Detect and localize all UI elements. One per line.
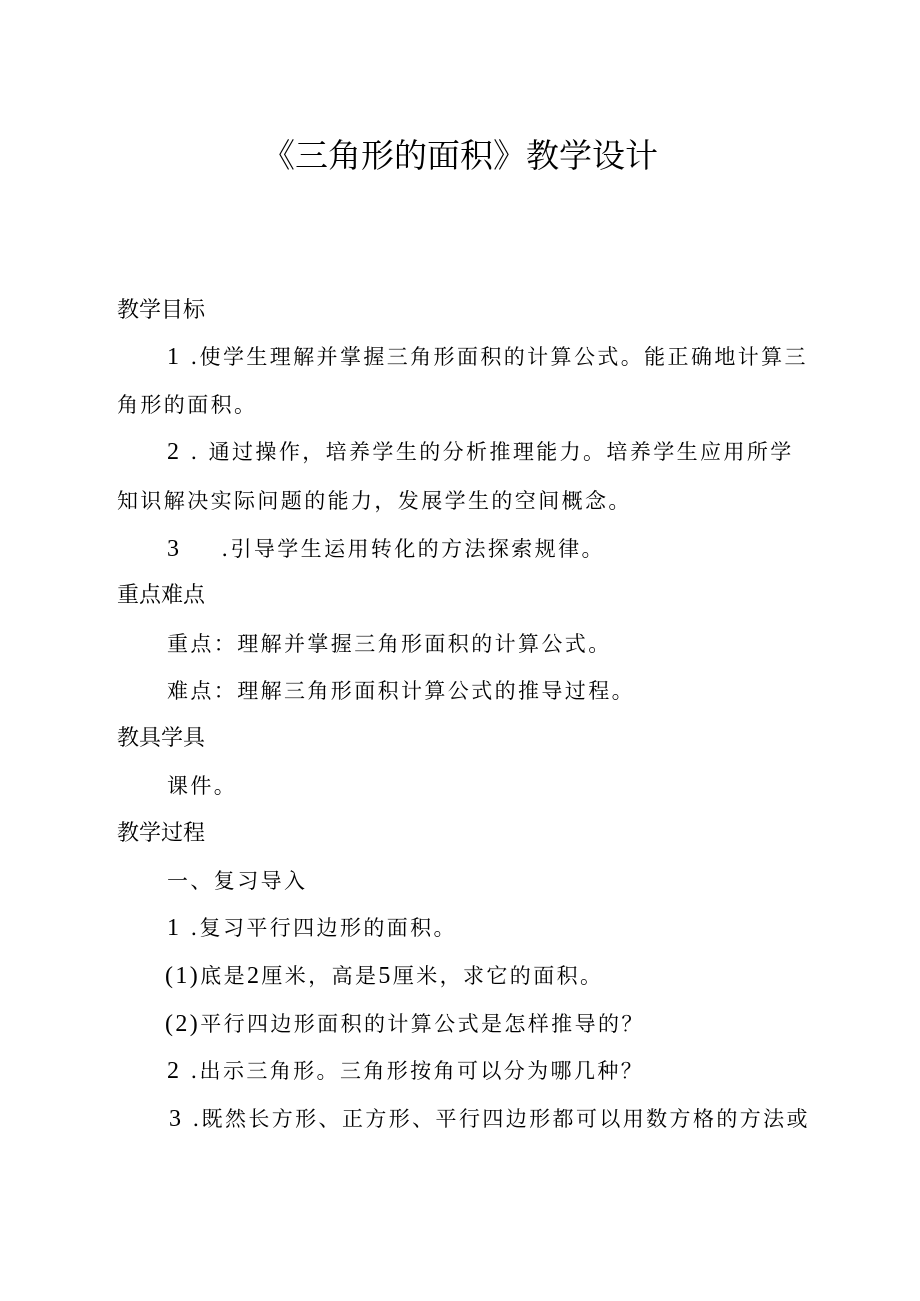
process-step-1 bbox=[167, 913, 457, 943]
objectives-heading: 教学目标 bbox=[117, 298, 206, 323]
document-title: 《三角形的面积》教学设计 bbox=[262, 136, 658, 175]
objective-2-continuation: 知识解决实际问题的能力，发展学生的空间概念。 bbox=[117, 489, 632, 513]
process-step-3 bbox=[169, 1104, 810, 1134]
objective-3-line bbox=[167, 534, 605, 564]
process-step-1-number: 1 bbox=[167, 915, 182, 941]
question-1-text-c: 厘米，求它的面积。 bbox=[392, 964, 604, 988]
question-2-text: 平行四边形面积的计算公式是怎样推导的？ bbox=[200, 1012, 645, 1036]
question-2-label: (2) bbox=[165, 1011, 201, 1037]
objective-2-line bbox=[167, 437, 794, 467]
materials-text: 课件。 bbox=[167, 774, 238, 798]
objective-1-number: 1 bbox=[167, 344, 182, 370]
key-points-heading: 重点难点 bbox=[117, 583, 206, 608]
process-step-3-number: 3 bbox=[169, 1106, 184, 1132]
question-1-text-b: 厘米，高是 bbox=[261, 964, 379, 988]
process-step-1-text: .复习平行四边形的面积。 bbox=[181, 916, 457, 940]
question-1-text-a: 底是 bbox=[200, 964, 247, 988]
materials-heading: 教具学具 bbox=[117, 726, 206, 751]
process-part-1: 一、复习导入 bbox=[167, 869, 308, 893]
process-step-2-text: .出示三角形。三角形按角可以分为哪几种？ bbox=[181, 1059, 645, 1083]
question-2 bbox=[165, 1009, 645, 1039]
difficulty-text: 难点：理解三角形面积计算公式的推导过程。 bbox=[167, 679, 635, 703]
objective-1-continuation: 角形的面积。 bbox=[117, 393, 258, 417]
objective-3-number: 3 bbox=[167, 536, 182, 562]
objective-1-line bbox=[167, 342, 808, 372]
process-heading: 教学过程 bbox=[117, 821, 206, 846]
process-step-2-number: 2 bbox=[167, 1058, 182, 1084]
question-1-label: (1) bbox=[165, 963, 201, 989]
objective-3-text: .引导学生运用转化的方法探索规律。 bbox=[221, 537, 605, 561]
process-step-2 bbox=[167, 1056, 644, 1086]
process-step-3-text: .既然长方形、正方形、平行四边形都可以用数方格的方法或 bbox=[183, 1107, 810, 1131]
objective-1-text: .使学生理解并掌握三角形面积的计算公式。能正确地计算三 bbox=[181, 345, 808, 369]
question-1-number-a: 2 bbox=[247, 963, 262, 989]
objective-2-text: . 通过操作，培养学生的分析推理能力。培养学生应用所学 bbox=[181, 440, 794, 464]
question-1-number-b: 5 bbox=[378, 963, 393, 989]
key-point-text: 重点：理解并掌握三角形面积的计算公式。 bbox=[167, 632, 612, 656]
objective-2-number: 2 bbox=[167, 439, 182, 465]
question-1 bbox=[165, 961, 603, 991]
